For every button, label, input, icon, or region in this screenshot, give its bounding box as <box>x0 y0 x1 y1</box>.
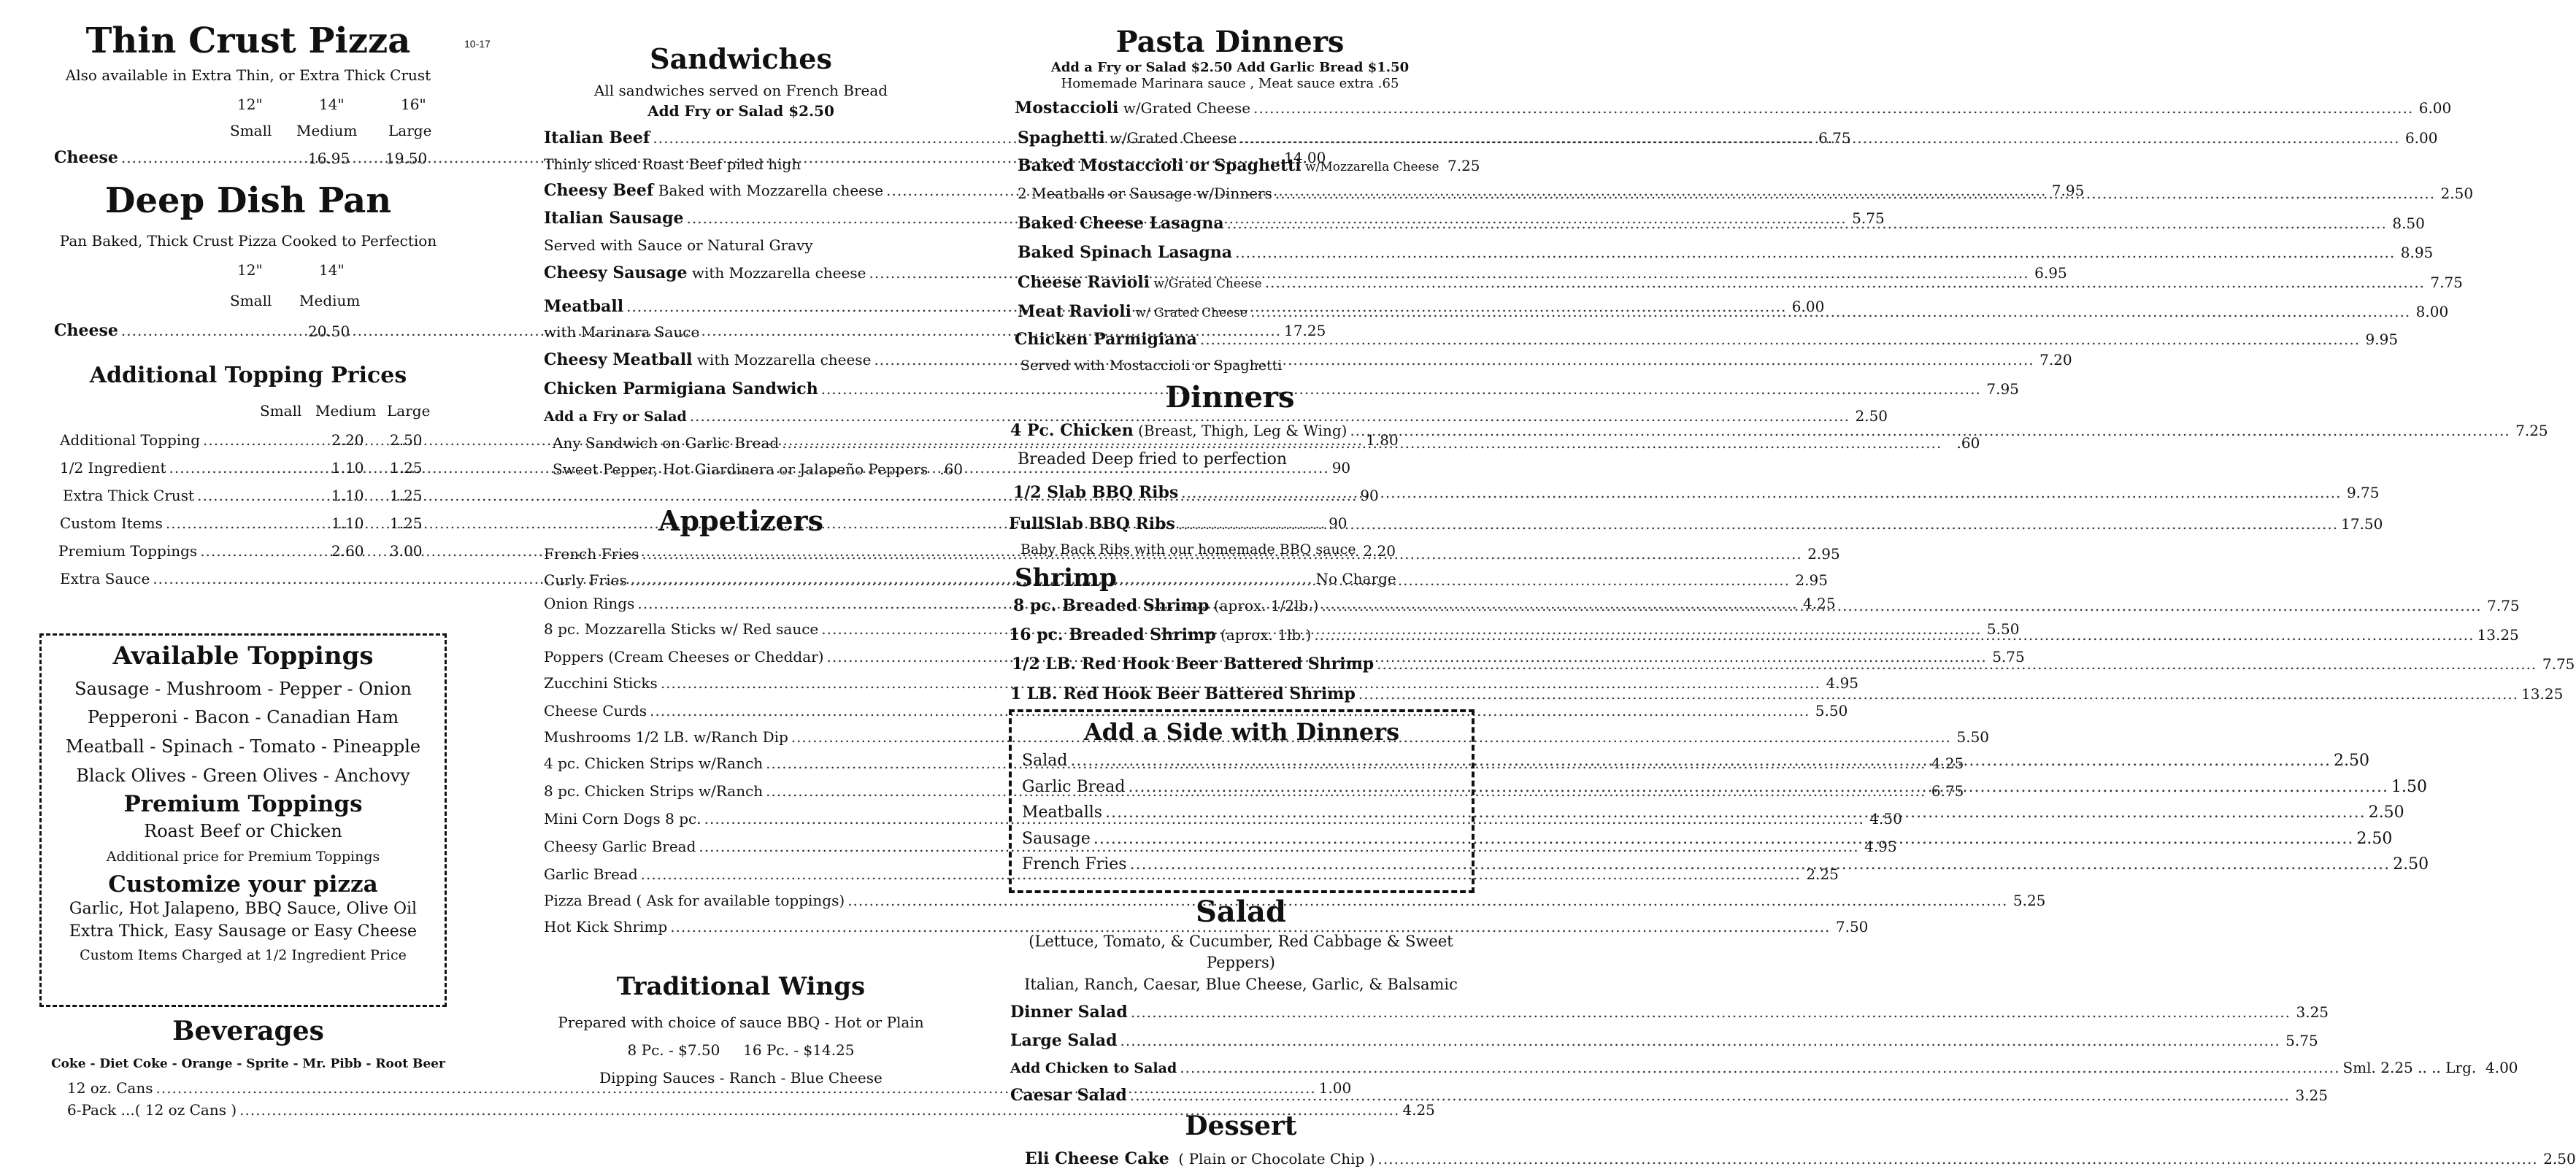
ribs-item <box>1009 514 2383 533</box>
appetizer-item <box>544 674 1859 692</box>
side-name: Meatballs <box>1022 803 1103 822</box>
chicken-dinner-name: 4 Pc. Chicken <box>1010 421 1134 441</box>
side-price: 2.50 <box>2333 752 2369 771</box>
sandwich-name: Cheesy Meatball <box>544 350 693 369</box>
sandwich-price: 7.95 <box>2051 181 2085 199</box>
beverage-name: 12 oz. Cans <box>67 1079 153 1097</box>
toppings-line: Pepperoni - Bacon - Canadian Ham <box>87 707 399 728</box>
appetizer-price: 5.50 <box>1815 701 1848 719</box>
pasta-footer: Served with Mostaccioli or Spaghetti <box>1020 357 1283 374</box>
side-name: French Fries <box>1022 854 1127 873</box>
pasta-price: 7.25 <box>1447 156 1480 174</box>
sandwich-desc: with Mozzarella cheese <box>687 263 866 282</box>
beverages-title: Beverages <box>172 1016 324 1046</box>
tp-header-medium: Medium <box>315 401 377 420</box>
tp-row-name: Additional Topping <box>60 431 200 449</box>
customize-line: Garlic, Hot Jalapeno, BBQ Sauce, Olive Oil <box>69 899 418 918</box>
tp-row-medium: 1.10 <box>331 514 364 532</box>
ribs-item <box>1013 483 2380 503</box>
pasta-item <box>1018 243 2434 263</box>
sandwich-extra-price: .60 <box>1956 434 1980 452</box>
sandwich-price: 7.95 <box>1986 379 2019 398</box>
shrimp-price: 13.25 <box>2477 626 2519 644</box>
appetizer-price: 4.50 <box>1869 809 1902 827</box>
size-14: 14" <box>319 95 345 113</box>
appetizer-item <box>544 917 1869 935</box>
tp-row-medium: 1.10 <box>331 486 364 504</box>
pasta-item <box>1018 155 1480 175</box>
sandwich-name: Italian Sausage <box>544 209 684 228</box>
salad-name: Dinner Salad <box>1010 1003 1128 1022</box>
customize-note: Custom Items Charged at 1/2 Ingredient Price <box>80 947 407 964</box>
tp-row-large: 1.25 <box>390 486 423 504</box>
date-code: 10-17 <box>464 38 491 50</box>
size-16: 16" <box>401 95 426 113</box>
sandwich-extra-price: .60 <box>939 460 964 479</box>
sandwich-price: 6.75 <box>1818 128 1851 147</box>
tp-row-name: Premium Toppings <box>58 541 198 560</box>
shrimp-title: Shrimp <box>1015 563 1117 593</box>
sandwich-price: 7.20 <box>2039 350 2072 369</box>
salad-title: Salad <box>1196 895 1286 929</box>
pasta-name: Meat Ravioli <box>1018 301 1131 321</box>
appetizer-price: 2.25 <box>1806 865 1839 883</box>
pasta-desc: 2 Meatballs or Sausage w/Dinners <box>1018 185 1272 203</box>
thin-cheese-large: 19.50 <box>385 149 428 167</box>
sandwich-extra <box>553 460 964 479</box>
pasta-price: 6.00 <box>2418 99 2452 117</box>
ribs-price: 17.50 <box>2341 514 2383 533</box>
shrimp-desc: (aprox. 1/2lb.) <box>1209 596 1319 614</box>
sandwich-name: Chicken Parmigiana Sandwich <box>544 379 818 398</box>
deep-size-small: Small <box>230 291 272 309</box>
appetizer-name: Zucchini Sticks <box>544 674 658 692</box>
salad-price: 3.25 <box>2296 1003 2329 1022</box>
shrimp-name: 8 pc. Breaded Shrimp <box>1013 595 1210 615</box>
appetizer-name: French Fries <box>544 544 639 563</box>
side-price: 2.50 <box>2393 854 2429 873</box>
pasta-price: 2.50 <box>2440 185 2474 203</box>
pasta-name: Cheese Ravioli <box>1018 272 1150 292</box>
dessert-desc: ( Plain or Chocolate Chip ) <box>1169 1150 1375 1168</box>
appetizer-price: 7.50 <box>1835 917 1869 935</box>
tp-row-small: 90 <box>1331 458 1351 477</box>
appetizer-name: Garlic Bread <box>544 865 638 883</box>
appetizer-item <box>544 865 1839 883</box>
appetizer-name: Cheesy Garlic Bread <box>544 837 696 855</box>
salad-price: 5.75 <box>2285 1031 2318 1049</box>
toppings-line: Sausage - Mushroom - Pepper - Onion <box>74 678 412 699</box>
tp-header-small: Small <box>260 401 302 420</box>
side-name: Salad <box>1022 752 1068 771</box>
available-toppings-box <box>39 633 447 1007</box>
pasta-name: Baked Cheese Lasagna <box>1018 213 1224 233</box>
tp-row-name: Custom Items <box>60 514 163 532</box>
thin-cheese-name: Cheese <box>54 147 118 167</box>
salad-name: Add Chicken to Salad <box>1010 1060 1177 1076</box>
tp-row-name: Extra Thick Crust <box>63 486 195 504</box>
appetizer-name: Mini Corn Dogs 8 pc. <box>544 809 701 827</box>
shrimp-name: 16 pc. Breaded Shrimp <box>1009 625 1216 645</box>
pasta-name: Chicken Parmigiana <box>1015 330 1197 350</box>
sandwiches-note: All sandwiches served on French Bread <box>593 81 888 99</box>
chicken-dinner-desc: (Breast, Thigh, Leg & Wing) <box>1133 422 1347 440</box>
beverage-item <box>67 1100 1435 1119</box>
ribs-name: FullSlab BBQ Ribs <box>1009 514 1175 533</box>
side-name: Garlic Bread <box>1022 777 1126 796</box>
tp-extra-sauce-price: No Charge <box>1315 569 1396 587</box>
deep-size-14: 14" <box>319 261 345 279</box>
dessert-name: Eli Cheese Cake <box>1025 1149 1169 1169</box>
sandwiches-title: Sandwiches <box>650 42 832 75</box>
pasta-note: Add a Fry or Salad $2.50 Add Garlic Bread $1.50 <box>1050 60 1410 75</box>
deep-size-medium: Medium <box>299 291 361 309</box>
deep-cheese-small: 17.25 <box>1284 321 1326 339</box>
beverage-price: 4.25 <box>1402 1100 1435 1119</box>
pasta-desc: w/Grated Cheese <box>1104 128 1237 147</box>
beverage-price: 1.00 <box>1318 1079 1352 1097</box>
shrimp-desc: (aprox. 1lb.) <box>1215 626 1312 644</box>
dinners-title: Dinners <box>1165 380 1295 415</box>
shrimp-price: 13.25 <box>2521 684 2564 703</box>
ribs-note: Baby Back Ribs with our homemade BBQ sauce <box>1020 541 1356 558</box>
dessert-item <box>1025 1149 2576 1169</box>
salad-item <box>1010 1085 2328 1105</box>
pasta-desc: w/Mozzarella Cheese <box>1301 159 1439 174</box>
deep-dish-subtitle: Pan Baked, Thick Crust Pizza Cooked to Perfection <box>59 231 437 250</box>
appetizer-name: 8 pc. Mozzarella Sticks w/ Red sauce <box>544 620 819 638</box>
sandwich-name: Cheesy Sausage <box>544 263 688 282</box>
chicken-dinner-price: 7.25 <box>2515 422 2548 440</box>
salad-price: Sml. 2.25 .. .. Lrg. 4.00 <box>2342 1058 2518 1076</box>
deep-dish-title: Deep Dish Pan <box>104 180 392 221</box>
chicken-dinner <box>1010 421 2548 441</box>
pasta-price: 6.00 <box>2404 128 2438 147</box>
appetizer-price: 4.95 <box>1826 674 1859 692</box>
sandwich-name: Add a Fry or Salad <box>544 409 687 425</box>
customize-line: Extra Thick, Easy Sausage or Easy Cheese <box>69 922 418 941</box>
pasta-desc: w/Grated Cheese <box>1118 99 1251 117</box>
pasta-desc: w/Grated Cheese <box>1150 276 1262 291</box>
premium-toppings-note: Additional price for Premium Toppings <box>106 848 380 865</box>
deep-size-12: 12" <box>237 261 263 279</box>
appetizer-name: Cheese Curds <box>544 701 647 719</box>
pasta-desc: w/ Grated Cheese <box>1131 305 1247 320</box>
beverage-name: 6-Pack ...( 12 oz Cans ) <box>67 1100 237 1119</box>
pasta-price: 8.95 <box>2400 244 2434 262</box>
sides-title: Add a Side with Dinners <box>1083 718 1400 746</box>
appetizer-price: 4.25 <box>1931 754 1964 772</box>
appetizer-price: 5.75 <box>1992 647 2025 665</box>
thin-crust-subtitle: Also available in Extra Thin, or Extra Thick Crust <box>65 66 431 84</box>
appetizer-name: Mushrooms 1/2 LB. w/Ranch Dip <box>544 728 788 746</box>
toppings-line: Black Olives - Green Olives - Anchovy <box>76 765 410 786</box>
thin-crust-title: Thin Crust Pizza <box>85 20 411 61</box>
appetizers-title: Appetizers <box>658 504 823 538</box>
salad-price: 3.25 <box>2295 1086 2328 1104</box>
size-small: Small <box>230 121 272 139</box>
tp-row-large: 2.50 <box>390 431 423 449</box>
size-medium: Medium <box>296 121 358 139</box>
sandwich-name: Meatball <box>544 297 624 317</box>
tp-row-small: 1.80 <box>1366 431 1399 449</box>
shrimp-name: 1/2 LB. Red Hook Beer Battered Shrimp <box>1012 655 1374 674</box>
wings-title: Traditional Wings <box>616 971 866 1001</box>
pasta-price: 7.75 <box>2430 273 2463 291</box>
appetizer-item <box>544 701 1848 719</box>
wings-sauces: Dipping Sauces - Ranch - Blue Cheese <box>599 1068 883 1087</box>
appetizer-price: 2.95 <box>1795 571 1828 589</box>
pasta-price: 8.50 <box>2392 214 2425 232</box>
appetizer-price: 5.50 <box>1986 620 2020 638</box>
appetizer-price: 5.50 <box>1956 728 1990 746</box>
available-toppings-title: Available Toppings <box>112 641 374 671</box>
tp-extra-sauce-name: Extra Sauce <box>60 569 150 587</box>
sandwich-desc: with Mozzarella cheese <box>692 350 872 369</box>
pasta-name: Baked Spinach Lasagna <box>1018 243 1233 263</box>
sandwich-name: Cheesy Beef <box>544 180 654 200</box>
size-large: Large <box>388 121 432 139</box>
appetizer-price: 4.95 <box>1864 837 1897 855</box>
pasta-price: 8.00 <box>2415 302 2449 320</box>
sandwich-desc: Baked with Mozzarella cheese <box>653 181 884 199</box>
sandwiches-add-note: Add Fry or Salad $2.50 <box>647 101 834 120</box>
topping-prices-title: Additional Topping Prices <box>89 362 407 388</box>
sandwich-price: 2.50 <box>1855 407 1888 425</box>
tp-row-name: 1/2 Ingredient <box>60 458 166 477</box>
sandwich-sub: Thinly sliced Roast Beef piled high <box>544 155 801 173</box>
tp-row-large: 3.00 <box>390 541 423 560</box>
side-name: Sausage <box>1022 829 1091 848</box>
wings-line: Prepared with choice of sauce BBQ - Hot or Plain <box>558 1013 924 1031</box>
sandwich-price: 5.75 <box>1852 209 1885 228</box>
pasta-item <box>1015 99 2452 118</box>
tp-row-medium: 1.10 <box>331 458 364 477</box>
pasta-name: Mostaccioli <box>1015 99 1119 118</box>
pasta-price: 9.95 <box>2365 331 2399 349</box>
salad-item <box>1010 1058 2518 1077</box>
tp-row-medium: 2.60 <box>331 541 364 560</box>
side-price: 1.50 <box>2391 777 2428 796</box>
appetizer-name: 4 pc. Chicken Strips w/Ranch <box>544 754 764 772</box>
shrimp-item <box>1010 684 2564 703</box>
beverages-list: Coke - Diet Coke - Orange - Sprite - Mr. Pibb - Root Beer <box>51 1057 445 1072</box>
appetizer-name: Hot Kick Shrimp <box>544 917 668 935</box>
ribs-name: 1/2 Slab BBQ Ribs <box>1013 483 1179 503</box>
pasta-name: Baked Mostaccioli or Spaghetti <box>1018 155 1302 175</box>
pasta-name: Spaghetti <box>1018 128 1105 147</box>
side-price: 2.50 <box>2356 829 2393 848</box>
pasta-item <box>1015 330 2399 350</box>
premium-toppings-line: Roast Beef or Chicken <box>144 821 342 842</box>
tp-row-large: 1.25 <box>390 514 423 532</box>
sandwich-extra-name: Sweet Pepper, Hot Giardinera or Jalapeño Peppers <box>553 460 928 479</box>
tp-row-small: 90 <box>1360 486 1379 504</box>
salad-dressings: Italian, Ranch, Caesar, Blue Cheese, Garlic, & Balsamic <box>1024 975 1458 993</box>
appetizer-price: 2.95 <box>1807 544 1840 563</box>
appetizer-name: Curly Fries <box>544 571 627 589</box>
chicken-dinner-sub: Breaded Deep fried to perfection <box>1018 450 1288 468</box>
shrimp-price: 7.75 <box>2487 596 2520 614</box>
salad-name: Caesar Salad <box>1010 1085 1127 1105</box>
tp-row-medium: 2.20 <box>331 431 364 449</box>
deep-cheese-name: Cheese <box>54 320 118 340</box>
wings-prices: 8 Pc. - $7.50 16 Pc. - $14.25 <box>627 1041 855 1059</box>
appetizer-price: 4.25 <box>1803 594 1836 612</box>
salad-item <box>1010 1030 2318 1050</box>
shrimp-price: 7.75 <box>2542 655 2575 674</box>
sandwich-extra-name: Any Sandwich on Garlic Bread <box>553 434 780 452</box>
premium-toppings-title: Premium Toppings <box>123 791 363 818</box>
shrimp-name: 1 LB. Red Hook Beer Battered Shrimp <box>1010 684 1356 703</box>
salad-note: (Lettuce, Tomato, & Cucumber, Red Cabbage & Sweet Peppers) <box>1029 933 1453 972</box>
tp-row-large: 1.25 <box>390 458 423 477</box>
appetizer-price: 6.75 <box>1931 782 1964 800</box>
sandwich-name: Italian Beef <box>544 128 650 147</box>
pasta-sauce-note: Homemade Marinara sauce , Meat sauce extra .65 <box>1061 75 1399 91</box>
dessert-price: 2.50 <box>2543 1150 2576 1168</box>
appetizer-item <box>544 891 2046 909</box>
sandwich-price: 6.95 <box>2034 263 2067 282</box>
tp-header-large: Large <box>387 401 431 420</box>
appetizer-name: 8 pc. Chicken Strips w/Ranch <box>544 782 764 800</box>
dessert-title: Dessert <box>1185 1111 1297 1142</box>
side-price: 2.50 <box>2368 803 2404 822</box>
ribs-price: 9.75 <box>2346 484 2380 502</box>
appetizer-name: Onion Rings <box>544 594 635 612</box>
salad-name: Large Salad <box>1010 1030 1118 1050</box>
sandwich-price: 6.00 <box>1791 298 1825 316</box>
deep-cheese-medium: 20.50 <box>308 322 350 340</box>
appetizer-price: 5.25 <box>2012 891 2046 909</box>
sandwich-sub: Served with Sauce or Natural Gravy <box>544 236 813 254</box>
thin-cheese-medium: 16.95 <box>308 149 350 167</box>
toppings-line: Meatball - Spinach - Tomato - Pineapple <box>65 736 421 757</box>
appetizer-name: Pizza Bread ( Ask for available toppings) <box>544 891 845 909</box>
customize-title: Customize your pizza <box>108 871 378 898</box>
sandwich-sub: with Marinara Sauce <box>544 323 700 341</box>
tp-row-small: 2.20 <box>1363 541 1396 560</box>
sandwich-item <box>544 407 1888 425</box>
thin-cheese-small: 14.00 <box>1284 148 1326 166</box>
salad-item <box>1010 1003 2329 1022</box>
appetizer-name: Poppers (Cream Cheeses or Cheddar) <box>544 647 824 665</box>
pasta-title: Pasta Dinners <box>1115 25 1345 59</box>
size-12: 12" <box>237 95 263 113</box>
tp-row-small: 90 <box>1329 514 1347 532</box>
